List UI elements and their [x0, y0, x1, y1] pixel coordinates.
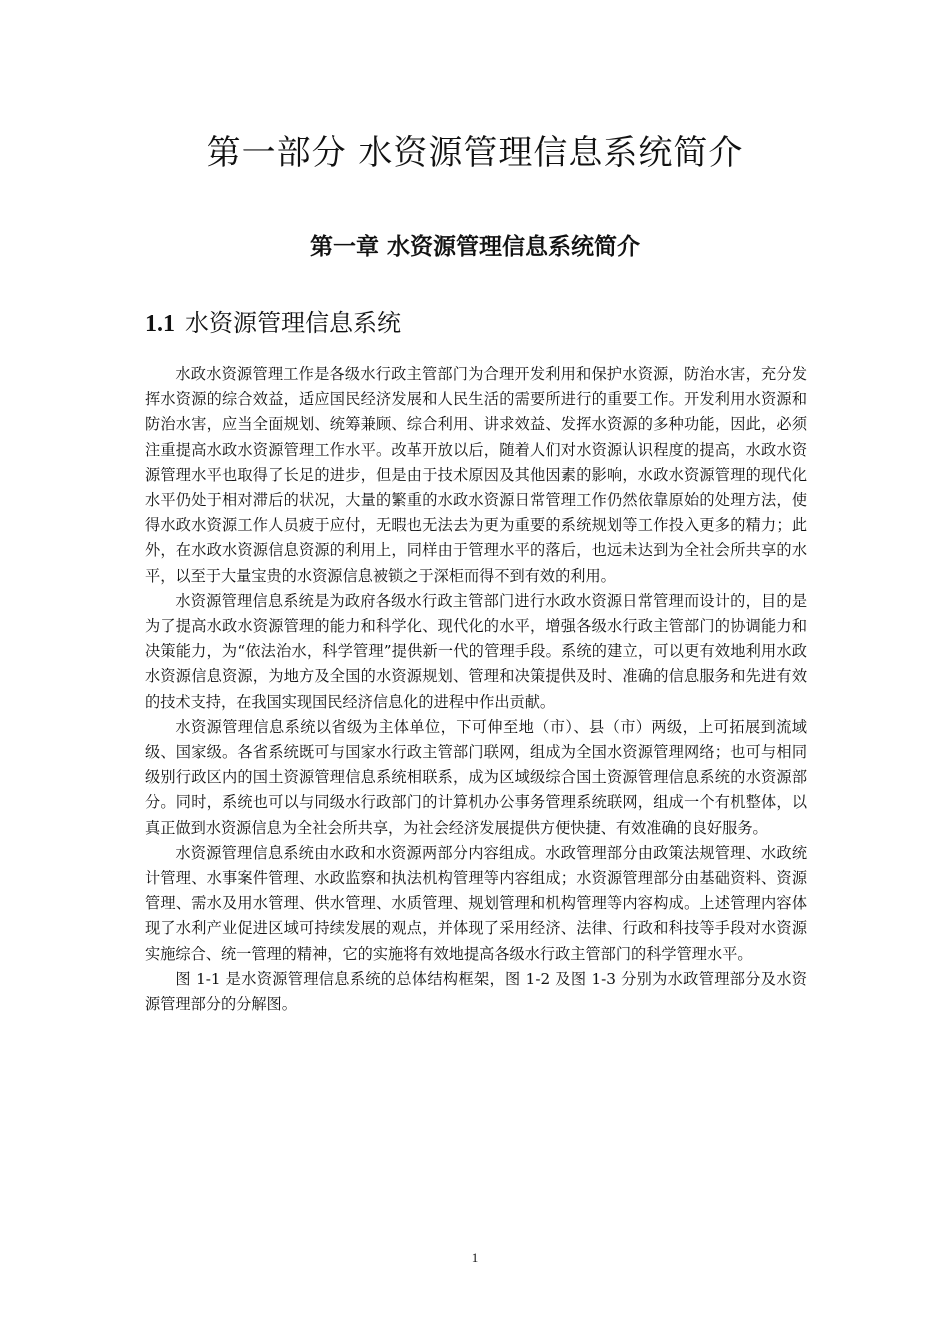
paragraph: 水资源管理信息系统由水政和水资源两部分内容组成。水政管理部分由政策法规管理、水政统计管理、水事案件管理、水政监察和执法机构管理等内容组成；水资源管理部分由基础资料、资源管理、需水及用水管理、供水管理、水质管理、规划管理和机构管理等内容构成。上述管理内容体现了水利产业促进区域可持续发展的观点，并体现了采用经济、法律、行政和科技等手段对水资源实施综合、统一管理的精神，它的实施将有效地提高各级水行政主管部门的科学管理水平。 [145, 843, 807, 963]
section-number: 1.1 [145, 311, 175, 337]
paragraph: 图 1-1 是水资源管理信息系统的总体结构框架，图 1-2 及图 1-3 分别为水政管理部分及水资源管理部分的分解图。 [145, 969, 807, 1014]
chapter-title: 第一章 水资源管理信息系统简介 [309, 234, 640, 260]
section-heading [145, 305, 401, 342]
section-title: 水资源管理信息系统 [185, 309, 401, 337]
body-text [145, 362, 807, 1017]
paragraph: 水政水资源管理工作是各级水行政主管部门为合理开发利用和保护水资源，防治水害，充分发挥水资源的综合效益，适应国民经济发展和人民生活的需要所进行的重要工作。开发利用水资源和防治水害，应当全面规划、统筹兼顾、综合利用、讲求效益、发挥水资源的多种功能，因此，必须注重提高水政水资源管理工作水平。改革开放以后，随着人们对水资源认识程度的提高，水政水资源管理水平也取得了长足的进步，但是由于技术原因及其他因素的影响，水政水资源管理的现代化水平仍处于相对滞后的状况，大量的繁重的水政水资源日常管理工作仍然依靠原始的处理方法，使得水政水资源工作人员疲于应付，无暇也无法去为更为重要的系统规划等工作投入更多的精力；此外，在水政水资源信息资源的利用上，同样由于管理水平的落后，也远未达到为全社会所共享的水平，以至于大量宝贵的水资源信息被锁之于深柜而得不到有效的利用。 [145, 365, 807, 585]
part-title: 第一部分 水资源管理信息系统简介 [206, 133, 744, 173]
paragraph: 水资源管理信息系统是为政府各级水行政主管部门进行水政水资源日常管理而设计的，目的是为了提高水政水资源管理的能力和科学化、现代化的水平，增强各级水行政主管部门的协调能力和决策能力，为“依法治水，科学管理”提供新一代的管理手段。系统的建立，可以更有效地利用水政水资源信息资源，为地方及全国的水资源规划、管理和决策提供及时、准确的信息服务和先进有效的技术支持，在我国实现国民经济信息化的进程中作出贡献。 [145, 591, 807, 711]
paragraph: 水资源管理信息系统以省级为主体单位，下可伸至地（市）、县（市）两级，上可拓展到流域级、国家级。各省系统既可与国家水行政主管部门联网，组成为全国水资源管理网络；也可与相同级别行政区内的国土资源管理信息系统相联系，成为区域级综合国土资源管理信息系统的水资源部分。同时，系统也可以与同级水行政部门的计算机办公事务管理系统联网，组成一个有机整体，以真正做到水资源信息为全社会所共享，为社会经济发展提供方便快捷、有效准确的良好服务。 [145, 717, 807, 837]
page-number: 1 [471, 1250, 479, 1265]
